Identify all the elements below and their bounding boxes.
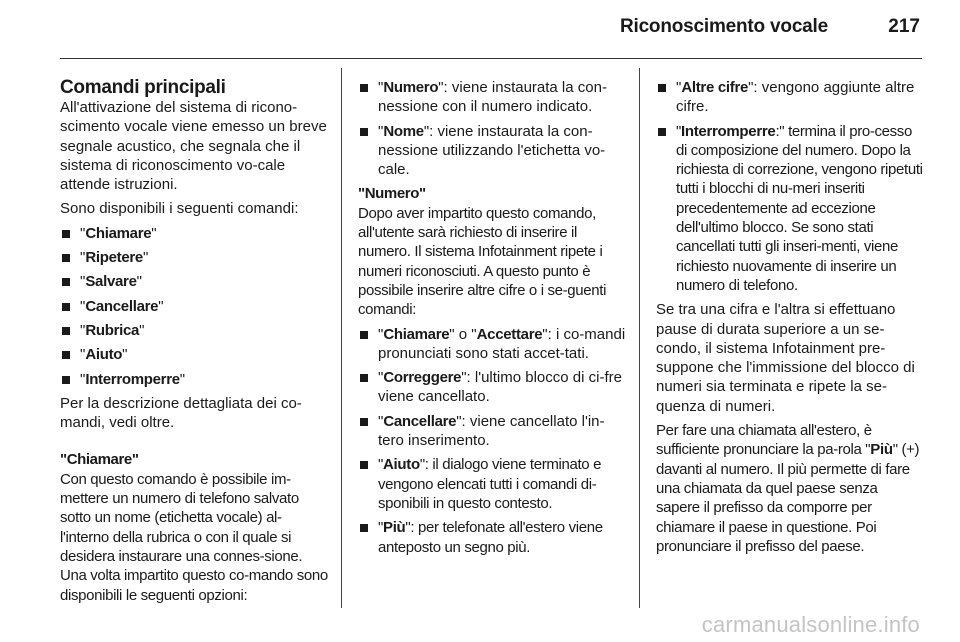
paragraph [656, 421, 924, 556]
column-divider [639, 68, 640, 608]
command-list-item: "Chiamare" [60, 224, 328, 243]
command-list-item: "Aiuto" [60, 345, 328, 364]
command-keyword: Nome [383, 122, 424, 140]
text-separator: " o " [449, 325, 477, 343]
command-keyword: Più [870, 441, 893, 459]
paragraph-text: Per fare una chiamata all'estero, è sufficiente pronunciare la pa-rola " [656, 422, 872, 459]
option-list-item: "Altre cifre": vengono aggiunte altre cifre. [656, 78, 924, 117]
command-keyword: Interromperre [680, 122, 776, 140]
column-3 [656, 78, 924, 556]
command-list-item: "Interromperre" [60, 370, 328, 389]
option-list-item: "Interromperre:" termina il pro-cesso di composizione del numero. Dopo la richiesta di correzione, vengono ripetuti tutti i blocchi di nu-meri inseriti precedentemente ad eccezione dell'ultimo blocco. Se sono stati cancellati tutti gli inseri-menti, viene richiesto nuovamente di inserire un numero di telefono. [656, 122, 924, 296]
paragraph: Con questo comando è possibile im-mettere un numero di telefono salvato sotto un nome (etichetta vocale) al-l'interno della rubrica o con il quale si desidera instaurare una connes-sione. Una volta impartito questo co-mando sono disponibili le seguenti opzioni: [60, 470, 328, 604]
command-list-item: "Ripetere" [60, 248, 328, 267]
option-list-item: "Numero": viene instaurata la con-nessione con il numero indicato. [358, 78, 626, 117]
column-1 [60, 78, 328, 605]
command-keyword: Cancellare [383, 412, 457, 430]
option-description: : viene instaurata la con-nessione utilizzando l'etichetta vo-cale. [378, 122, 606, 179]
command-keyword: Correggere [383, 369, 462, 387]
subheading: "Numero" [358, 185, 426, 203]
command-keyword: Interromperre [85, 370, 180, 388]
command-keyword: Aiuto [85, 346, 123, 364]
command-keyword: Altre cifre [681, 79, 749, 96]
command-keyword: Accettare [476, 325, 543, 343]
option-description: : i co-mandi pronunciati sono stati accet-tati. [378, 325, 626, 362]
column-divider [341, 68, 342, 608]
page-number: 217 [888, 16, 920, 37]
command-keyword: Chiamare [383, 325, 450, 343]
option-list-item: "Nome": viene instaurata la con-nessione utilizzando l'etichetta vo-cale. [358, 122, 626, 180]
command-keyword: Cancellare [85, 297, 159, 315]
watermark: carmanualsonline.info [701, 612, 920, 637]
option-description: : per telefonate all'estero viene anteposto un segno più. [378, 519, 603, 556]
option-description: :" termina il pro-cesso di composizione del numero. Dopo la richiesta di correzione, vengono ripetuti tutti i blocchi di nu-meri inseriti precedentemente ad eccezione dell'ultimo blocco. Se sono stati cancellati tutti gli inseri-menti, viene richiesto nuovamente di inserire un numero di telefono. [676, 122, 923, 294]
command-keyword: Più [382, 519, 406, 537]
command-keyword: Aiuto [382, 456, 420, 474]
paragraph: Se tra una cifra e l'altra si effettuano pause di durata superiore a un se-condo, il sistema Infotainment pre-suppone che l'immissione del blocco di numeri sia terminata e ripete la se-quenza di numeri. [656, 301, 915, 415]
option-list-item: "Più": per telefonate all'estero viene anteposto un segno più. [358, 518, 626, 557]
command-keyword: Rubrica [85, 321, 140, 339]
option-description: : viene cancellato l'in-tero inserimento. [378, 412, 605, 450]
header-divider [60, 58, 922, 59]
paragraph-text: " (+) davanti al numero. Il più permette di fare una chiamata da quel paese senza sapere il prefisso da comporre per chiamare il paese in questione. Poi pronunciare il prefisso del paese. [656, 441, 920, 555]
paragraph: All'attivazione del sistema di ricono-scimento vocale viene emesso un breve segnale acustico, che segnala che il sistema di riconoscimento vo-cale attende istruzioni. [60, 99, 327, 194]
command-list-item: "Rubrica" [60, 321, 328, 340]
column-2 [358, 78, 626, 557]
option-description: : l'ultimo blocco di ci-fre viene cancellato. [378, 369, 622, 406]
option-description: : vengono aggiunte altre cifre. [676, 79, 915, 116]
paragraph: Sono disponibili i seguenti comandi: [60, 200, 299, 218]
option-description: : viene instaurata la con-nessione con il numero indicato. [378, 79, 607, 116]
command-keyword: Ripetere [85, 249, 143, 267]
option-list-item: "Correggere": l'ultimo blocco di ci-fre viene cancellato. [358, 368, 626, 407]
option-list-item: "Chiamare" o "Accettare": i co-mandi pronunciati sono stati accet-tati. [358, 325, 626, 364]
section-heading: Comandi principali [60, 77, 226, 98]
command-keyword: Numero [383, 79, 439, 96]
paragraph: Dopo aver impartito questo comando, all'utente sarà richiesto di inserire il numero. Il sistema Infotainment ripete i numeri riconosciuti. A questo punto è possibile inserire altre cifre o i se-guenti comandi: [358, 204, 607, 319]
command-keyword: Salvare [85, 273, 137, 291]
command-keyword: Chiamare [85, 224, 152, 242]
page-header-title: Riconoscimento vocale [619, 16, 828, 37]
option-description: : il dialogo viene terminato e vengono elencati tutti i comandi di-sponibili in questo contesto. [378, 456, 602, 512]
command-list-item: "Cancellare" [60, 297, 328, 316]
command-list-item: "Salvare" [60, 272, 328, 291]
option-list-item: "Cancellare": viene cancellato l'in-tero inserimento. [358, 412, 626, 451]
subheading: "Chiamare" [60, 451, 139, 469]
option-list-item: "Aiuto": il dialogo viene terminato e vengono elencati tutti i comandi di-sponibili in questo contesto. [358, 455, 626, 513]
paragraph: Per la descrizione dettagliata dei co-mandi, vedi oltre. [60, 394, 302, 432]
